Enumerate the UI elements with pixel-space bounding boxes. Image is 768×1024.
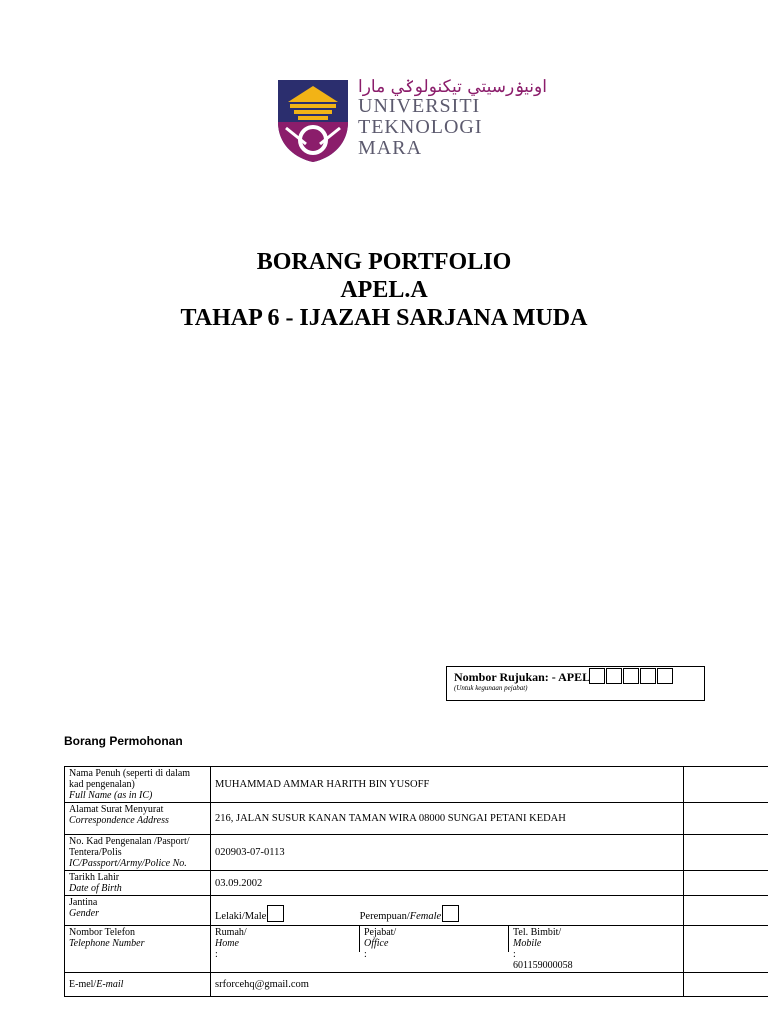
reference-cell[interactable] <box>657 668 673 684</box>
blank-cell <box>684 803 768 835</box>
title-line-2: APEL.A <box>340 277 428 303</box>
phone-label: Nombor Telefon Telephone Number <box>65 926 211 973</box>
name-label: Nama Penuh (seperti di dalam kad pengenalan) Full Name (as in IC) <box>65 767 211 803</box>
blank-cell <box>684 835 768 871</box>
logo-university-name <box>358 96 483 159</box>
female-checkbox[interactable] <box>442 905 459 922</box>
form-row-phone <box>65 926 768 973</box>
female-option-label: Perempuan/Female <box>359 911 442 922</box>
name-value[interactable]: MUHAMMAD AMMAR HARITH BIN YUSOFF <box>211 767 684 803</box>
reference-cell[interactable] <box>606 668 622 684</box>
male-checkbox[interactable] <box>267 905 284 922</box>
blank-cell <box>684 767 768 803</box>
gender-label: Jantina Gender <box>65 896 211 926</box>
form-row-email <box>65 973 768 997</box>
ic-label: No. Kad Pengenalan /Pasport/ Tentera/Polis IC/Passport/Army/Police No. <box>65 835 211 871</box>
reference-cell[interactable] <box>640 668 656 684</box>
dob-label: Tarikh Lahir Date of Birth <box>65 871 211 896</box>
address-label: Alamat Surat Menyurat Correspondence Address <box>65 803 211 835</box>
application-form-table <box>64 766 768 997</box>
dob-value[interactable]: 03.09.2002 <box>211 871 684 896</box>
reference-cell[interactable] <box>623 668 639 684</box>
male-option-label: Lelaki/Male <box>215 911 267 922</box>
form-row-dob <box>65 871 768 896</box>
blank-cell <box>684 871 768 896</box>
blank-cell <box>684 896 768 926</box>
reference-cells <box>589 668 674 684</box>
mobile-phone-field[interactable]: Tel. Bimbit/ Mobile : 601159000058 <box>513 927 573 971</box>
uitm-shield-emblem <box>276 78 350 162</box>
logo-line-1: UNIVERSITI <box>358 95 481 117</box>
uitm-logo <box>276 76 547 160</box>
form-row-address <box>65 803 768 835</box>
title-line-1: BORANG PORTFOLIO <box>256 249 512 275</box>
address-value[interactable]: 216, JALAN SUSUR KANAN TAMAN WIRA 08000 SUNGAI PETANI KEDAH <box>211 803 684 835</box>
home-phone-field[interactable]: Rumah/ Home : <box>211 926 360 952</box>
form-row-gender <box>65 896 768 926</box>
logo-jawi-text: اونيۏرسيتي تيكنولوݢي مارا <box>358 77 547 97</box>
form-row-name <box>65 767 768 803</box>
blank-cell <box>684 926 768 973</box>
logo-line-3: MARA <box>358 137 423 159</box>
title-line-3: TAHAP 6 - IJAZAH SARJANA MUDA <box>180 305 588 331</box>
reference-label: Nombor Rujukan: - APEL <box>454 670 591 684</box>
gender-options <box>211 896 684 926</box>
reference-number-box <box>446 666 705 701</box>
document-title <box>0 248 768 332</box>
phone-fields <box>211 926 684 973</box>
ic-value[interactable]: 020903-07-0113 <box>211 835 684 871</box>
office-phone-field[interactable]: Pejabat/ Office : <box>360 926 509 952</box>
form-row-ic <box>65 835 768 871</box>
section-title: Borang Permohonan <box>64 734 183 748</box>
reference-note: (Untuk kegunaan pejabat) <box>454 684 528 692</box>
reference-cell[interactable] <box>589 668 605 684</box>
email-label: E-mel/E-mail <box>65 973 211 997</box>
blank-cell <box>684 973 768 997</box>
email-value[interactable]: srforcehq@gmail.com <box>211 973 684 997</box>
logo-line-2: TEKNOLOGI <box>358 116 483 138</box>
